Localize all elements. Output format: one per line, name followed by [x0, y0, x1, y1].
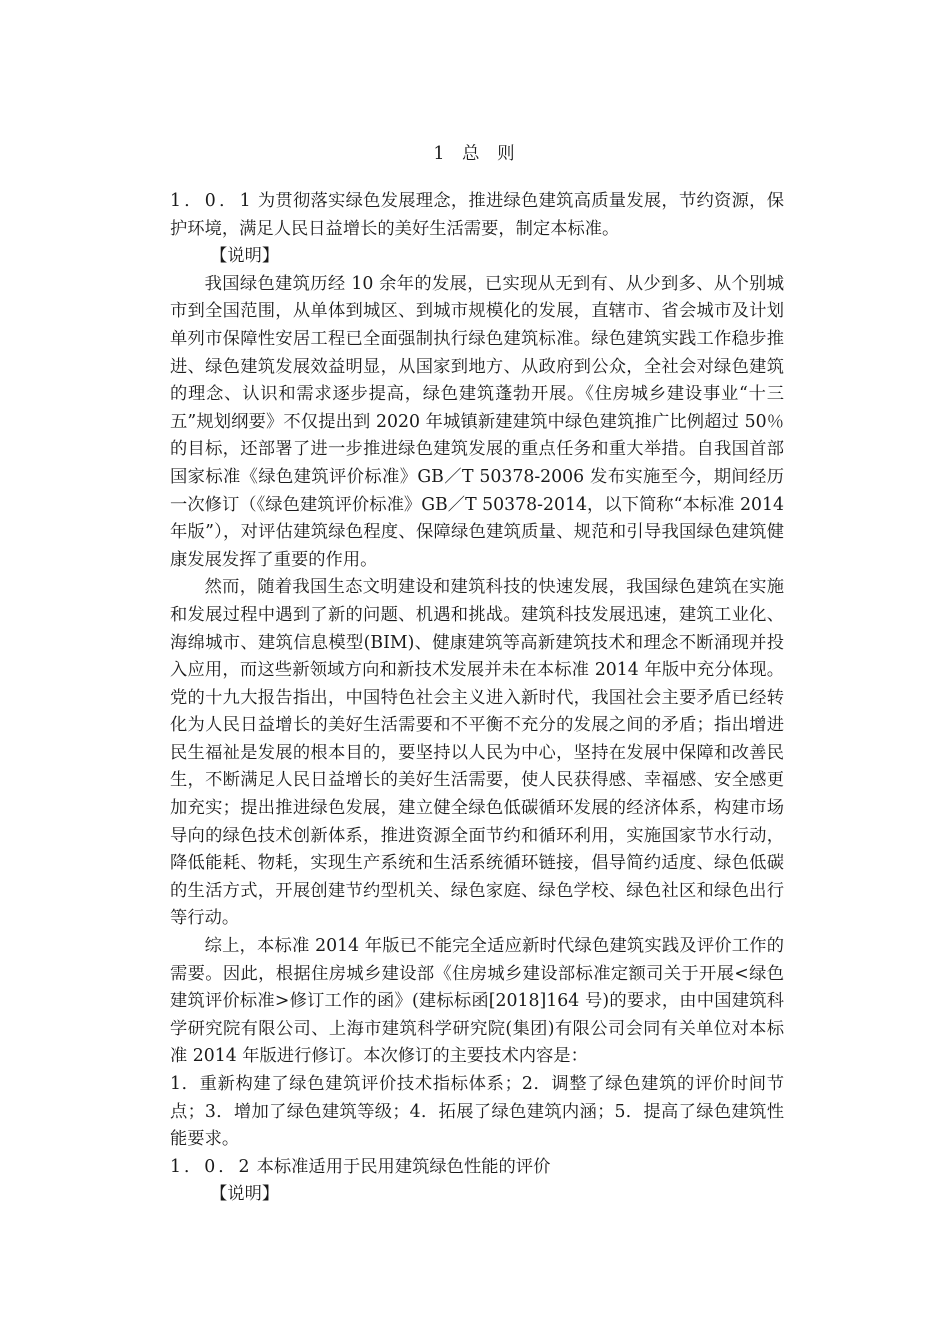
clause-number: 1．0．2	[170, 1156, 253, 1177]
clause-text: 为贯彻落实绿色发展理念，推进绿色建筑高质量发展，节约资源，保护环境，满足人民日益增长的美好生活需要，制定本标准。	[170, 191, 784, 239]
document-page	[170, 140, 784, 1209]
note-label: 【说明】	[210, 1184, 280, 1205]
note-paragraph: 综上，本标准 2014 年版已不能完全适应新时代绿色建筑实践及评价工作的需要。因此，根据住房城乡建设部《住房城乡建设部标准定额司关于开展<绿色建筑评价标准>修订工作的函》(建标标函[2018]164 号)的要求，由中国建筑科学研究院有限公司、上海市建筑科学研究院(集团)有限公司会同有关单位对本标准 2014 年版进行修订。本次修订的主要技术内容是：	[170, 936, 784, 1067]
chapter-title: 1 总 则	[433, 144, 521, 164]
note-label: 【说明】	[210, 246, 280, 267]
note-paragraph: 我国绿色建筑历经 10 余年的发展，已实现从无到有、从少到多、从个别城市到全国范围，从单体到城区、到城市规模化的发展，直辖市、省会城市及计划单列市保障性安居工程已全面强制执行绿色建筑标准。绿色建筑实践工作稳步推进、绿色建筑发展效益明显，从国家到地方、从政府到公众，全社会对绿色建筑的理念、认识和需求逐步提高，绿色建筑蓬勃开展。《住房城乡建设事业“十三五”规划纲要》不仅提出到 2020 年城镇新建建筑中绿色建筑推广比例超过 50％的目标，还部署了进一步推进绿色建筑发展的重点任务和重大举措。自我国首部国家标准《绿色建筑评价标准》GB／T 50378-2006 发布实施至今，期间经历一次修订（《绿色建筑评价标准》GB／T 50378-2014，以下简称“本标准 2014 年版”），对评估建筑绿色程度、保障绿色建筑质量、规范和引导我国绿色建筑健康发展发挥了重要的作用。	[170, 273, 784, 570]
clause-text: 本标准适用于民用建筑绿色性能的评价	[256, 1156, 551, 1177]
clause-1-0-2	[170, 1154, 784, 1182]
clause-number: 1．0．1	[170, 191, 254, 211]
revision-items: 1．重新构建了绿色建筑评价技术指标体系；2．调整了绿色建筑的评价时间节点；3．增加了绿色建筑等级；4．拓展了绿色建筑内涵；5．提高了绿色建筑性能要求。	[170, 1074, 784, 1150]
clause-1-0-1	[170, 188, 784, 243]
note-paragraph: 然而，随着我国生态文明建设和建筑科技的快速发展，我国绿色建筑在实施和发展过程中遇到了新的问题、机遇和挑战。建筑科技发展迅速，建筑工业化、海绵城市、建筑信息模型(BIM)、健康建筑等高新建筑技术和理念不断涌现并投入应用，而这些新领域方向和新技术发展并未在本标准 2014 年版中充分体现。党的十九大报告指出，中国特色社会主义进入新时代，我国社会主要矛盾已经转化为人民日益增长的美好生活需要和不平衡不充分的发展之间的矛盾；指出增进民生福祉是发展的根本目的，要坚持以人民为中心，坚持在发展中保障和改善民生，不断满足人民日益增长的美好生活需要，使人民获得感、幸福感、安全感更加充实；提出推进绿色发展，建立健全绿色低碳循环发展的经济体系，构建市场导向的绿色技术创新体系，推进资源全面节约和循环利用，实施国家节水行动，降低能耗、物耗，实现生产系统和生活系统循环链接，倡导简约适度、绿色低碳的生活方式，开展创建节约型机关、绿色家庭、绿色学校、绿色社区和绿色出行等行动。	[170, 577, 784, 929]
